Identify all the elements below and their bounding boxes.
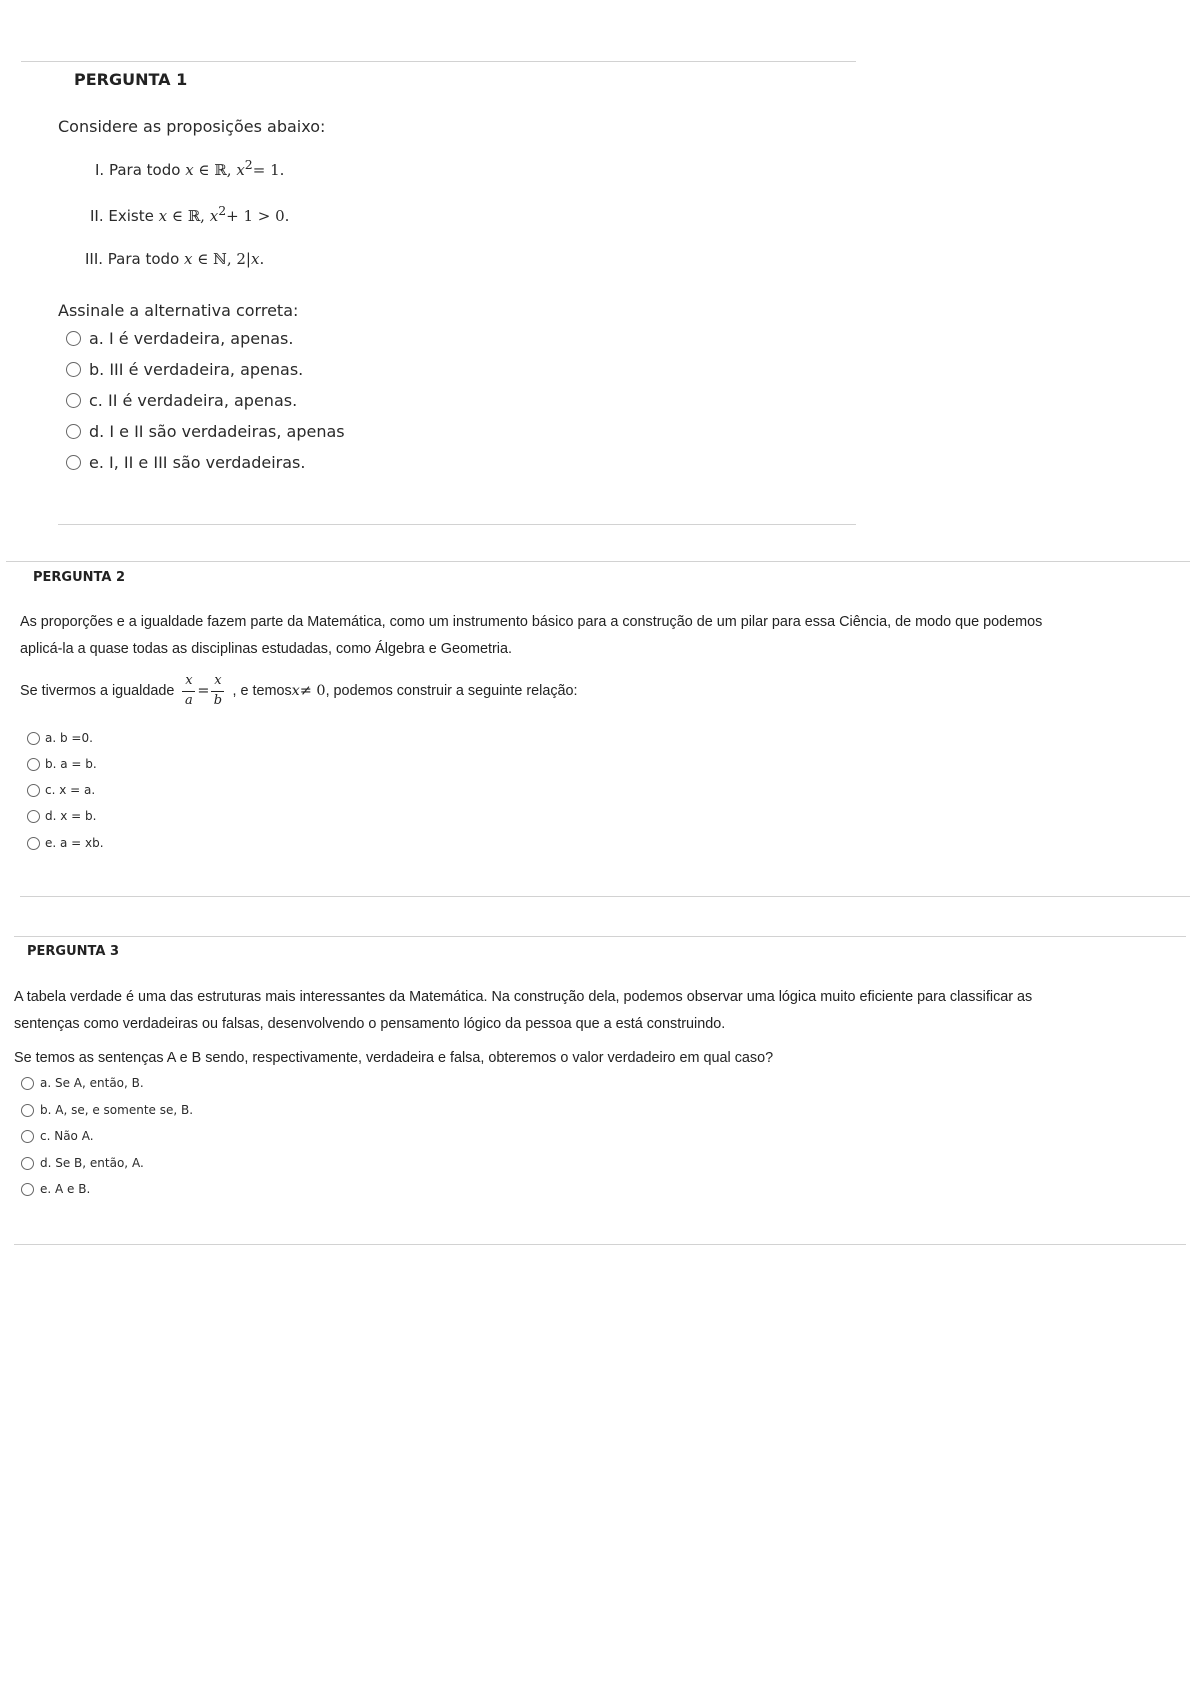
q3-paragraph-line-2: sentenças como verdadeiras ou falsas, desenvolvendo o pensamento lógico da pessoa que a está construindo. [14,1016,726,1032]
q1-proposition-3 [85,250,264,268]
q1-option-c-label: c. II é verdadeira, apenas. [89,391,298,410]
q1-option-d-radio[interactable] [66,424,81,439]
q1-option-b-radio[interactable] [66,362,81,377]
q1-p1-rest: = 1. [252,161,285,179]
q1-option-e-radio[interactable] [66,455,81,470]
q2-option-d[interactable] [27,809,96,823]
q3-title: PERGUNTA 3 [27,944,120,959]
q1-p3-var: x [184,250,193,268]
q1-option-d-label: d. I e II são verdadeiras, apenas [89,422,345,441]
q3-option-e[interactable] [21,1182,90,1196]
q1-p3-var2: x [250,250,260,268]
q2-option-b[interactable] [27,757,97,771]
q2-option-b-radio[interactable] [27,758,40,771]
q1-p2-exp: 2 [218,203,227,218]
q1-proposition-2 [90,203,289,225]
q2-frac1-den: a [185,693,193,708]
q1-option-e[interactable] [66,453,305,472]
q3-option-c-label: c. Não A. [40,1129,94,1143]
q3-option-b-radio[interactable] [21,1104,34,1117]
q1-p2-rest: + 1 > 0. [226,207,290,225]
q1-p2-sym: ∈ ℝ, [167,207,210,225]
q2-option-c-label: c. x = a. [45,783,96,797]
q2-option-e-label: e. a = xb. [45,836,104,850]
q1-p1-label: I. Para todo [95,161,186,179]
q3-bottom-divider [14,1244,1186,1245]
q3-option-d-radio[interactable] [21,1157,34,1170]
q2-option-e[interactable] [27,836,104,850]
q1-option-c[interactable] [66,391,297,410]
q1-option-b-label: b. III é verdadeira, apenas. [89,360,304,379]
q1-option-a[interactable] [66,329,293,348]
q1-proposition-1 [95,157,284,179]
q3-top-divider [14,936,1186,937]
q3-paragraph-line-1: A tabela verdade é uma das estruturas mais interessantes da Matemática. Na construção dela, podemos observar uma lógica muito eficiente para classificar as [14,989,1033,1005]
q2-frac1-num: x [185,673,193,688]
q1-option-e-label: e. I, II e III são verdadeiras. [89,453,306,472]
q1-option-d[interactable] [66,422,345,441]
q1-p2-label: II. Existe [90,207,159,225]
q2-eq-suffix: , podemos construir a seguinte relação: [325,683,578,699]
q2-top-divider [6,561,1190,562]
q1-p2-var2: x [209,207,219,225]
q3-option-e-label: e. A e B. [40,1182,91,1196]
q3-option-a-label: a. Se A, então, B. [40,1076,144,1090]
q3-option-b[interactable] [21,1103,193,1117]
q2-fraction-x-over-a [182,674,195,708]
q2-frac2-bar [211,691,224,692]
q2-option-b-label: b. a = b. [45,757,97,771]
q2-equation-line [20,674,578,708]
q1-p2-var: x [158,207,168,225]
q2-cond-rest: ≠ 0 [299,683,326,699]
q3-option-b-label: b. A, se, e somente se, B. [40,1103,194,1117]
q2-frac1-bar [182,691,195,692]
q3-paragraph-2: Se temos as sentenças A e B sendo, respectivamente, verdadeira e falsa, obteremos o valor verdadeiro em qual caso? [14,1050,774,1066]
q3-option-a-radio[interactable] [21,1077,34,1090]
q1-option-a-radio[interactable] [66,331,81,346]
q2-option-d-label: d. x = b. [45,809,97,823]
q2-option-c[interactable] [27,783,95,797]
q2-option-c-radio[interactable] [27,784,40,797]
q3-option-e-radio[interactable] [21,1183,34,1196]
q2-option-e-radio[interactable] [27,837,40,850]
q2-fraction-x-over-b [211,674,224,708]
q3-option-a[interactable] [21,1076,144,1090]
q2-frac2-num: x [214,673,222,688]
q2-paragraph-line-1: As proporções e a igualdade fazem parte da Matemática, como um instrumento básico para a construção de um pilar para essa Ciência, de modo que podemos [20,614,1043,630]
q1-p3-rest: . [259,250,265,268]
q3-option-c[interactable] [21,1129,94,1143]
q2-eq-mid: , e temos [232,683,292,699]
q1-p1-exp: 2 [244,157,253,172]
q2-bottom-divider [20,896,1190,897]
q1-p3-sym: ∈ ℕ, 2| [192,250,251,268]
q2-option-a-radio[interactable] [27,732,40,745]
q2-title: PERGUNTA 2 [33,570,126,585]
q1-prompt: Assinale a alternativa correta: [58,301,299,320]
q1-option-c-radio[interactable] [66,393,81,408]
q2-paragraph-line-2: aplicá-la a quase todas as disciplinas estudadas, como Álgebra e Geometria. [20,641,512,657]
q3-option-d[interactable] [21,1156,144,1170]
q2-option-d-radio[interactable] [27,810,40,823]
q1-option-b[interactable] [66,360,303,379]
q2-frac2-den: b [213,693,223,708]
q1-p1-var2: x [236,161,245,179]
q2-option-a-label: a. b =0. [45,731,93,745]
q1-bottom-divider [58,524,856,525]
q3-option-c-radio[interactable] [21,1130,34,1143]
q1-top-divider [21,61,856,62]
q1-title: PERGUNTA 1 [74,70,188,89]
q2-cond-var: x [291,683,300,699]
q2-option-a[interactable] [27,731,93,745]
q2-eq-prefix: Se tivermos a igualdade [20,683,175,699]
q1-p1-var: x [185,161,194,179]
q1-intro: Considere as proposições abaixo: [58,117,326,136]
q1-p1-sym: ∈ ℝ, [193,161,237,179]
q1-p3-label: III. Para todo [85,250,185,268]
q1-option-a-label: a. I é verdadeira, apenas. [89,329,294,348]
q3-option-d-label: d. Se B, então, A. [40,1156,144,1170]
q2-eq-sign: = [197,683,210,699]
